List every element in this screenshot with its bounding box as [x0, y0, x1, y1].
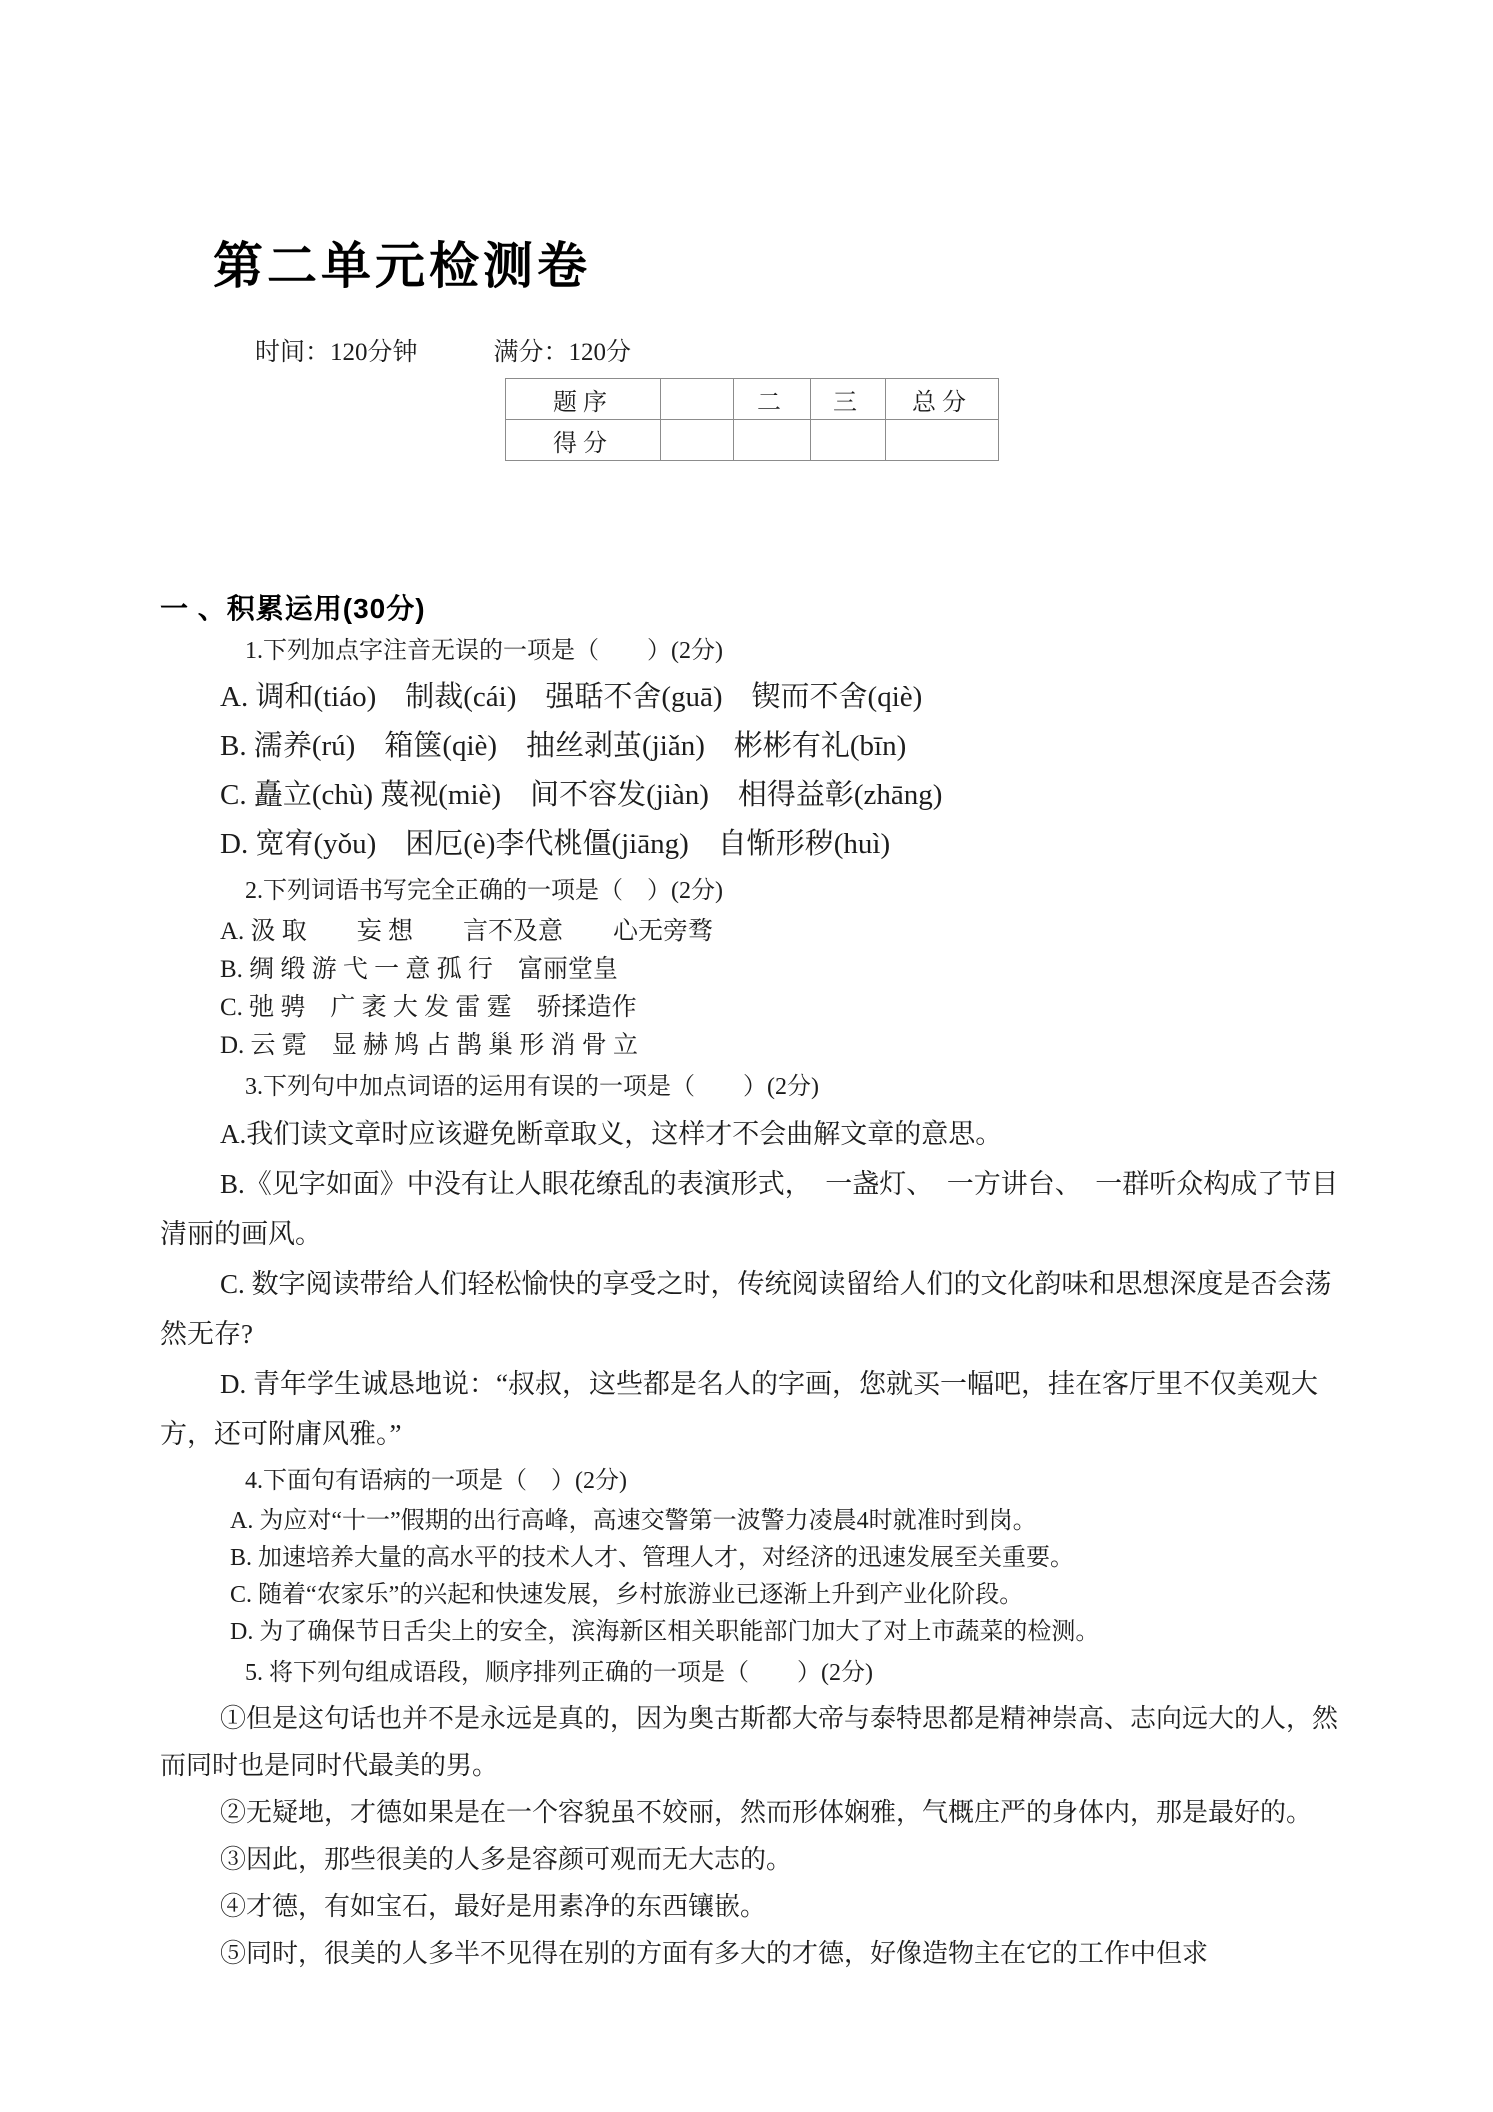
question-5-stem: 5. 将下列句组成语段，顺序排列正确的一项是（ ）(2分): [245, 1660, 873, 1686]
score-table-cell: 三: [811, 379, 886, 420]
question-1-option: D. 宽宥(yǒu) 困厄(è)李代桃僵(jiāng) 自惭形秽(huì): [220, 828, 891, 860]
question-1-stem: 1.下列加点字注音无误的一项是（ ）(2分): [245, 638, 723, 664]
score-table-cell: 题序: [506, 379, 661, 420]
question-5-sentence: ③因此，那些很美的人多是容颜可观而无大志的。: [220, 1845, 793, 1874]
question-1-option: C. 矗立(chù) 蔑视(miè) 间不容发(jiàn) 相得益彰(zhāng): [220, 779, 943, 811]
score-table-header-row: [506, 379, 999, 420]
question-5-sentence: ④才德，有如宝石，最好是用素净的东西镶嵌。: [220, 1892, 767, 1921]
score-table-cell: [811, 420, 886, 461]
question-2-option: A. 汲 取 妄 想 言不及意 心无旁骛: [220, 918, 714, 945]
question-3-option: A.我们读文章时应该避免断章取义，这样才不会曲解文章的意思。: [220, 1119, 1003, 1149]
question-5-sentence: ⑤同时，很美的人多半不见得在别的方面有多大的才德，好像造物主在它的工作中但求: [220, 1939, 1209, 1968]
question-3-option: D. 青年学生诚恳地说：“叔叔，这些都是名人的字画，您就买一幅吧，挂在客厅里不仅美观大方，还可附庸风雅。”: [160, 1369, 1318, 1449]
score-table-cell: [661, 379, 734, 420]
question-1-option: A. 调和(tiáo) 制裁(cái) 强聒不舍(guā) 锲而不舍(qiè): [220, 681, 923, 713]
question-2-option: B. 绸 缎 游 弋 一 意 孤 行 富丽堂皇: [220, 956, 618, 983]
question-1-option: B. 濡养(rú) 箱箧(qiè) 抽丝剥茧(jiǎn) 彬彬有礼(bīn): [220, 730, 907, 762]
score-table-cell: 得分: [506, 420, 661, 461]
question-4-stem: 4.下面句有语病的一项是（ ）(2分): [245, 1468, 627, 1494]
question-5-sentence: ①但是这句话也并不是永远是真的，因为奥古斯都大帝与泰特思都是精神崇高、志向远大的人，然而同时也是同时代最美的男。: [160, 1704, 1339, 1780]
question-4-option: A. 为应对“十一”假期的出行高峰，高速交警第一波警力凌晨4时就准时到岗。: [230, 1508, 1037, 1534]
question-2-stem: 2.下列词语书写完全正确的一项是（ ）(2分): [245, 878, 723, 904]
question-5: [160, 1651, 1343, 1977]
question-3-option: B.《见字如面》中没有让人眼花缭乱的表演形式， 一盏灯、 一方讲台、 一群听众构成了节目清丽的画风。: [160, 1169, 1339, 1249]
question-2-option: D. 云 霓 显 赫 鸠 占 鹊 巢 形 消 骨 立: [220, 1032, 639, 1059]
question-3-option: C. 数字阅读带给人们轻松愉快的享受之时，传统阅读留给人们的文化韵味和思想深度是否会荡然无存?: [160, 1269, 1332, 1349]
score-table-score-row: [506, 420, 999, 461]
question-5-sentence: ②无疑地，才德如果是在一个容貌虽不姣丽，然而形体娴雅，气概庄严的身体内，那是最好的。: [220, 1798, 1313, 1827]
score-table-cell: 总分: [886, 379, 999, 420]
score-table-cell: [734, 420, 811, 461]
question-1: [160, 629, 1343, 869]
question-4-option: C. 随着“农家乐”的兴起和快速发展，乡村旅游业已逐渐上升到产业化阶段。: [230, 1582, 1024, 1608]
score-table: [505, 378, 999, 461]
question-4-option: B. 加速培养大量的高水平的技术人才、管理人才，对经济的迅速发展至关重要。: [230, 1545, 1075, 1571]
meta-time: 时间：120分钟: [255, 339, 418, 366]
section-heading: 一 、积累运用(30分): [160, 593, 426, 624]
question-2: [160, 869, 1343, 1065]
meta-full-score: 满分：120分: [493, 339, 632, 366]
question-2-option: C. 弛 骋 广 袤 大 发 雷 霆 骄揉造作: [220, 994, 637, 1021]
exam-body: [0, 589, 1493, 1977]
exam-meta: [255, 338, 1493, 368]
question-4-option: D. 为了确保节日舌尖上的安全，滨海新区相关职能部门加大了对上市蔬菜的检测。: [230, 1619, 1100, 1645]
score-table-cell: [661, 420, 734, 461]
score-table-cell: 二: [734, 379, 811, 420]
page-title: 第二单元检测卷: [213, 238, 591, 294]
question-3-stem: 3.下列句中加点词语的运用有误的一项是（ ）(2分): [245, 1074, 819, 1100]
question-4: [160, 1459, 1343, 1651]
score-table-cell: [886, 420, 999, 461]
question-3: [160, 1065, 1343, 1459]
